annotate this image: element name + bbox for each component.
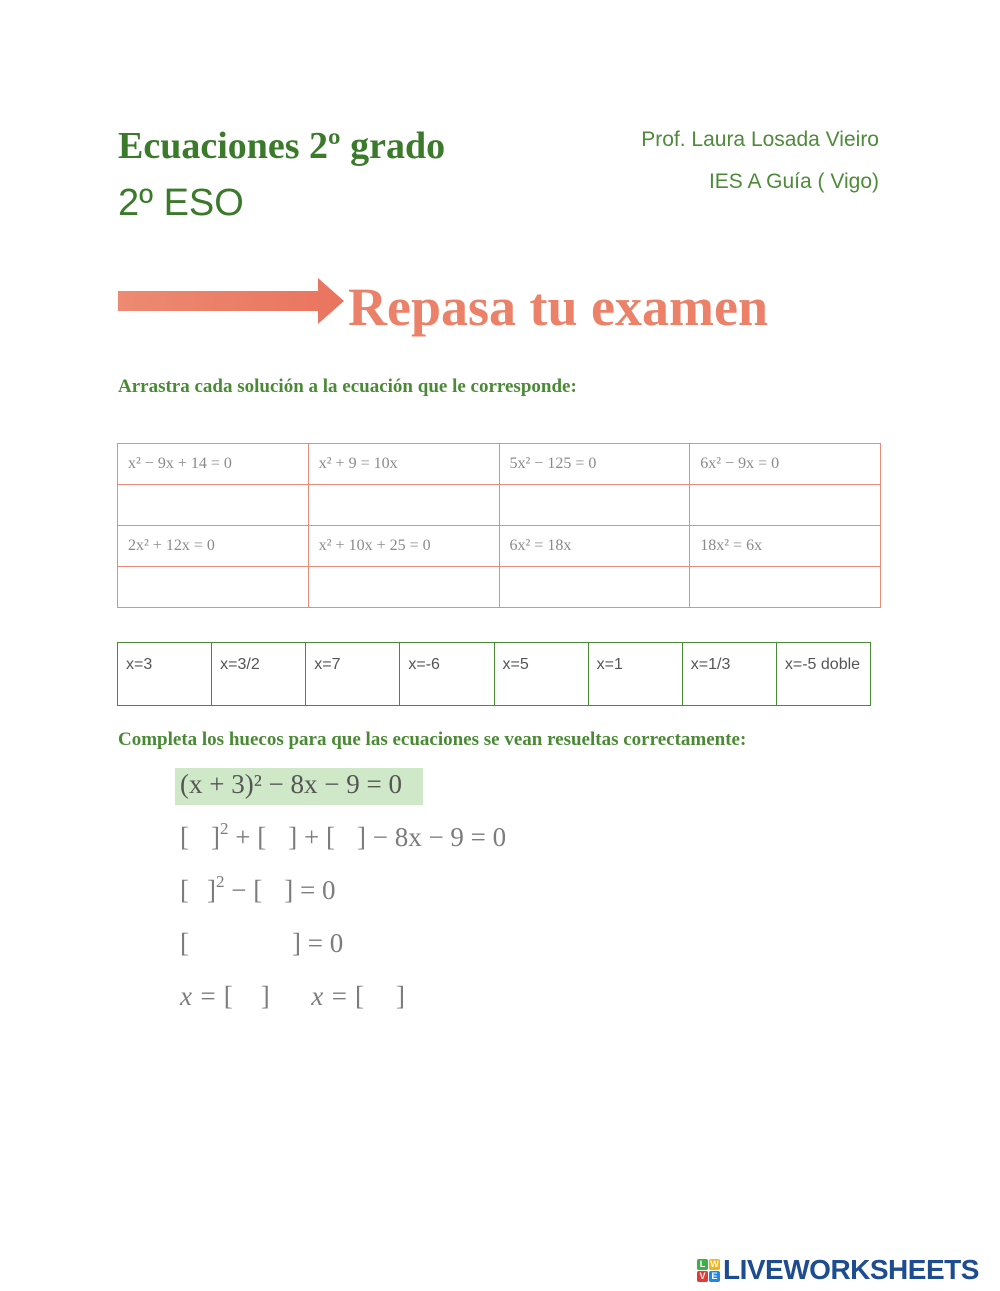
solution-tile[interactable]: x=1 xyxy=(588,643,682,706)
bracket-close: ] xyxy=(356,822,366,852)
solution-tile[interactable]: x=-5 doble xyxy=(776,643,870,706)
equation-text: x² + 10x + 25 = 0 xyxy=(318,537,431,554)
equation-text: 6x² − 9x = 0 xyxy=(700,455,780,472)
fill-instruction: Completa los huecos para que las ecuaciones se vean resueltas correctamente: xyxy=(118,729,747,750)
drop-zone[interactable] xyxy=(499,485,690,526)
solutions-row xyxy=(118,643,871,706)
equation-text: 2x² + 12x = 0 xyxy=(128,537,215,554)
solution-tile[interactable]: x=5 xyxy=(494,643,588,706)
arrow-right-icon xyxy=(118,276,346,326)
bracket-open: [ xyxy=(354,981,364,1011)
equation-cell xyxy=(499,526,690,567)
liveworksheets-logo xyxy=(697,1254,979,1286)
worksheet-title: Ecuaciones 2º grado xyxy=(118,125,446,167)
equals-zero: = 0 xyxy=(307,928,344,958)
equation-text: x² + 9 = 10x xyxy=(318,455,398,472)
drop-zone[interactable] xyxy=(499,567,690,608)
equation-cell xyxy=(690,444,881,485)
equation-cell xyxy=(118,526,309,567)
equation-cell xyxy=(308,526,499,567)
drop-zone[interactable] xyxy=(308,567,499,608)
drop-zone[interactable] xyxy=(118,567,309,608)
bracket-open: [ xyxy=(325,822,335,852)
bracket-close: ] xyxy=(288,822,298,852)
bracket-close: ] xyxy=(395,981,405,1011)
logo-letter: W xyxy=(710,1259,719,1269)
grade-level: 2º ESO xyxy=(118,182,244,224)
bracket-open: [ xyxy=(223,981,233,1011)
equation-text: 6x² = 18x xyxy=(509,537,572,554)
step-4 xyxy=(180,981,405,1012)
drop-zone[interactable] xyxy=(690,485,881,526)
step-1-tail: − 8x − 9 = 0 xyxy=(372,822,507,852)
bracket-open: [ xyxy=(180,928,189,958)
logo-letter: V xyxy=(697,1271,708,1282)
school-name: IES A Guía ( Vigo) xyxy=(708,170,879,193)
x-equals-label: x = xyxy=(311,981,349,1011)
plus-sign: + xyxy=(235,822,251,852)
equations-row xyxy=(118,526,881,567)
logo-text: LIVEWORKSHEETS xyxy=(723,1254,979,1285)
logo-letter: L xyxy=(697,1259,708,1270)
x-equals-label: x = xyxy=(180,981,217,1011)
equation-text: 18x² = 6x xyxy=(700,537,763,554)
bracket-open: [ xyxy=(180,875,189,905)
bracket-open: [ xyxy=(253,875,263,905)
step-1: [ ]$^2$ + [ ] + [ ] − 8x − 9 = 0 xyxy=(180,819,507,852)
logo-mark xyxy=(697,1259,720,1282)
solution-tile[interactable]: x=3 xyxy=(118,643,212,706)
drop-row xyxy=(118,485,881,526)
minus-sign: − xyxy=(231,875,247,905)
equation-cell xyxy=(118,444,309,485)
given-equation: (x + 3)² − 8x − 9 = 0 xyxy=(180,769,402,799)
drop-zone[interactable] xyxy=(118,485,309,526)
equations-table xyxy=(117,443,881,608)
bracket-close: ] xyxy=(260,981,270,1011)
step-3 xyxy=(180,928,343,959)
equation-cell xyxy=(690,526,881,567)
equation-text: 5x² − 125 = 0 xyxy=(509,455,597,472)
logo-letter: E xyxy=(709,1271,720,1282)
bracket-close: ] xyxy=(284,875,294,905)
drop-zone[interactable] xyxy=(308,485,499,526)
equation-cell xyxy=(308,444,499,485)
solution-tile[interactable]: x=3/2 xyxy=(212,643,306,706)
solution-tile[interactable]: x=1/3 xyxy=(682,643,776,706)
plus-sign: + xyxy=(303,822,320,852)
drop-zone[interactable] xyxy=(690,567,881,608)
step-2: [ ]$^2$ − [ ] = 0 xyxy=(180,872,336,905)
banner-heading: Repasa tu examen xyxy=(348,277,768,337)
solutions-table xyxy=(117,642,871,706)
equation-text: x² − 9x + 14 = 0 xyxy=(128,455,232,472)
bracket-close: ] xyxy=(211,822,220,852)
drop-row xyxy=(118,567,881,608)
solution-tile[interactable]: x=7 xyxy=(306,643,400,706)
bracket-open: [ xyxy=(257,822,267,852)
bracket-close: ] xyxy=(292,928,301,958)
equation-cell xyxy=(499,444,690,485)
solution-tile[interactable]: x=-6 xyxy=(400,643,494,706)
bracket-close: ] xyxy=(207,875,216,905)
equations-row xyxy=(118,444,881,485)
equals-zero: = 0 xyxy=(299,875,336,905)
author-name: Prof. Laura Losada Vieiro xyxy=(641,128,879,151)
drag-instruction: Arrastra cada solución a la ecuación que le corresponde: xyxy=(118,376,577,397)
bracket-open: [ xyxy=(180,822,189,852)
